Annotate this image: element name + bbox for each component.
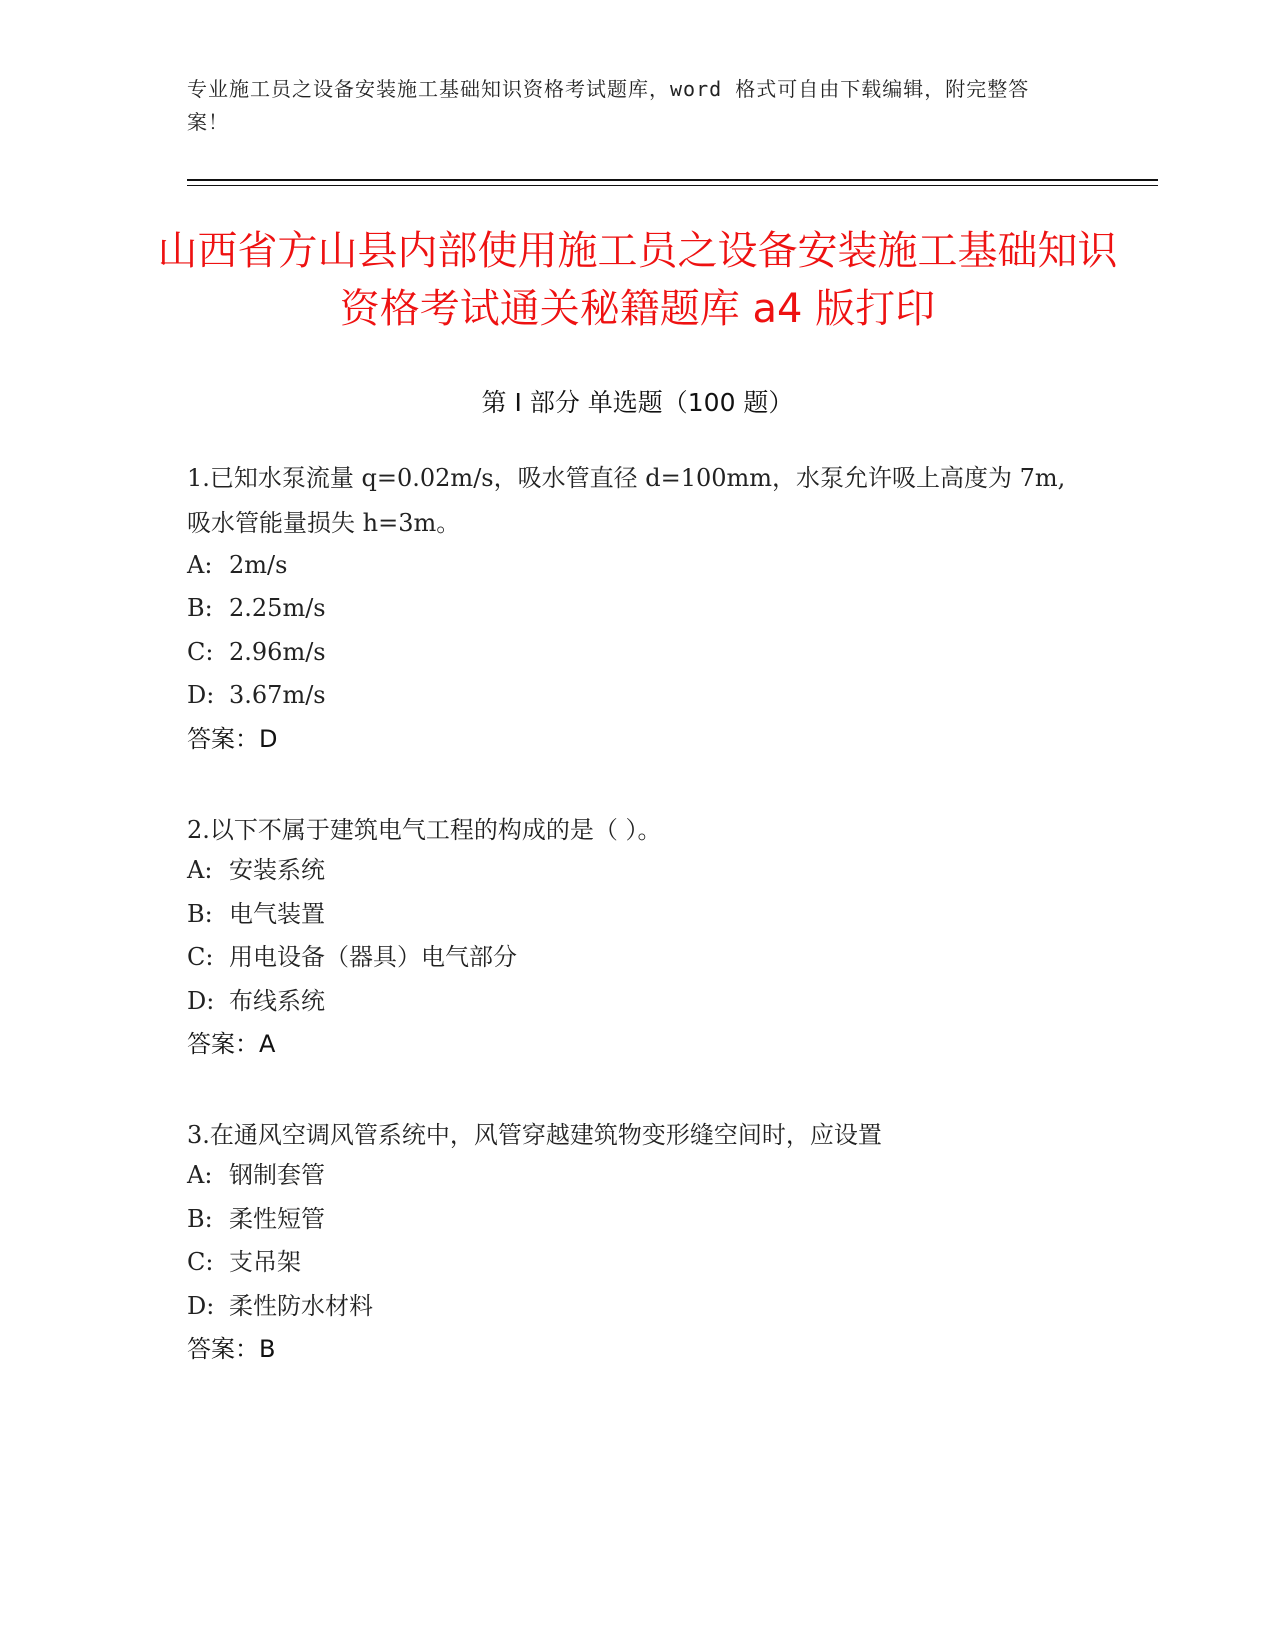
option-text: 3.67m/s bbox=[229, 681, 326, 709]
question-3-option-a bbox=[187, 1158, 325, 1192]
question-2-option-c bbox=[187, 940, 517, 974]
option-text: 用电设备（器具）电气部分 bbox=[229, 943, 517, 971]
question-3-option-c bbox=[187, 1245, 301, 1279]
header-divider-thin bbox=[187, 185, 1158, 186]
option-text: 柔性短管 bbox=[229, 1205, 325, 1233]
question-2-text: 2.以下不属于建筑电气工程的构成的是（ ）。 bbox=[187, 816, 662, 844]
question-2-option-a bbox=[187, 853, 325, 887]
question-3-option-d bbox=[187, 1289, 373, 1323]
option-text: 2.96m/s bbox=[229, 638, 326, 666]
option-letter: C: bbox=[187, 638, 214, 666]
question-3-option-b bbox=[187, 1202, 325, 1236]
option-letter: A: bbox=[187, 551, 213, 579]
option-text: 支吊架 bbox=[229, 1248, 301, 1276]
option-text: 电气装置 bbox=[229, 900, 325, 928]
header-divider-thick bbox=[187, 179, 1158, 181]
option-letter: D: bbox=[187, 681, 215, 709]
option-letter: A: bbox=[187, 856, 213, 884]
option-text: 柔性防水材料 bbox=[229, 1292, 373, 1320]
question-1-answer: 答案：D bbox=[187, 725, 278, 753]
option-letter: B: bbox=[187, 900, 213, 928]
header-note: 专业施工员之设备安装施工基础知识资格考试题库，word 格式可自由下载编辑，附完整答案！ bbox=[187, 77, 1030, 134]
option-letter: B: bbox=[187, 594, 213, 622]
option-letter: B: bbox=[187, 1205, 213, 1233]
question-2-answer: 答案：A bbox=[187, 1030, 276, 1058]
question-2-option-b bbox=[187, 897, 325, 931]
question-2-option-d bbox=[187, 984, 325, 1018]
question-1-option-c bbox=[187, 635, 326, 669]
question-3-answer: 答案：B bbox=[187, 1335, 276, 1363]
option-letter: C: bbox=[187, 1248, 214, 1276]
section-title: 第 I 部分 单选题（100 题） bbox=[481, 388, 794, 417]
question-3-text: 3.在通风空调风管系统中，风管穿越建筑物变形缝空间时，应设置 bbox=[187, 1121, 882, 1149]
option-text: 安装系统 bbox=[229, 856, 325, 884]
option-text: 2.25m/s bbox=[229, 594, 326, 622]
option-letter: D: bbox=[187, 987, 215, 1015]
question-1-text: 1.已知水泵流量 q=0.02m/s，吸水管直径 d=100mm，水泵允许吸上高度为 7m,吸水管能量损失 h=3m。 bbox=[187, 464, 1066, 537]
option-letter: C: bbox=[187, 943, 214, 971]
option-text: 2m/s bbox=[229, 551, 288, 579]
option-letter: D: bbox=[187, 1292, 215, 1320]
option-letter: A: bbox=[187, 1161, 213, 1189]
option-text: 布线系统 bbox=[229, 987, 325, 1015]
option-text: 钢制套管 bbox=[229, 1161, 325, 1189]
question-1-option-d bbox=[187, 678, 326, 712]
document-title: 山西省方山县内部使用施工员之设备安装施工基础知识资格考试通关秘籍题库 a4 版打印 bbox=[157, 228, 1118, 332]
question-1-option-a bbox=[187, 548, 287, 582]
question-1-option-b bbox=[187, 591, 326, 625]
